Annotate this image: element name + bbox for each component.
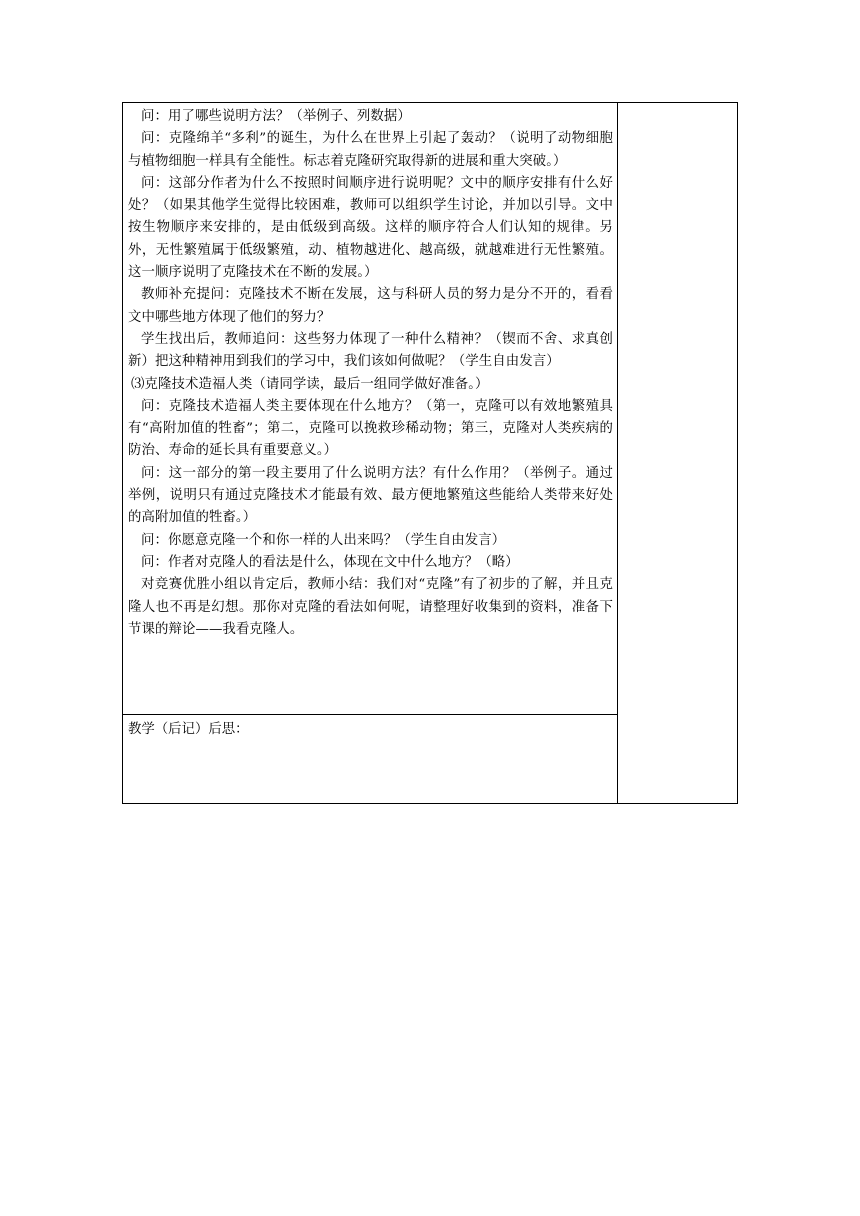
afterword-cell [123, 715, 617, 803]
paragraph: 问：作者对克隆人的看法是什么，体现在文中什么地方？（略） [141, 554, 519, 570]
paragraph: 对竞赛优胜小组以肯定后，教师小结：我们对“克隆”有了初步的了解，并且克隆人也不再是幻想。那你对克隆的看法如何呢，请整理好收集到的资料，准备下节课的辩论——我看克隆人。 [128, 577, 613, 637]
paragraph: 问：克隆绵羊“多利”的诞生，为什么在世界上引起了轰动？（说明了动物细胞与植物细胞一样具有全能性。标志着克隆研究取得新的进展和重大突破。） [128, 131, 613, 169]
paragraph: 教师补充提问：克隆技术不断在发展，这与科研人员的努力是分不开的，看看文中哪些地方体现了他们的努力？ [128, 287, 613, 325]
notes-column [618, 103, 737, 803]
lesson-plan-table [122, 102, 738, 804]
lesson-content-cell [123, 103, 617, 715]
paragraph: 问：你愿意克隆一个和你一样的人出来吗？（学生自由发言） [141, 532, 506, 548]
paragraph: 问：用了哪些说明方法？（举例子、列数据） [141, 109, 411, 124]
main-column [123, 103, 618, 803]
paragraph: ⑶克隆技术造福人类（请同学读，最后一组同学做好准备。） [131, 376, 489, 392]
paragraph: 问：克隆技术造福人类主要体现在什么地方？（第一，克隆可以有效地繁殖具有“高附加值的牲畜”；第二，克隆可以挽救珍稀动物；第三，克隆对人类疾病的防治、寿命的延长具有重要意义。） [128, 398, 613, 459]
paragraph: 学生找出后，教师追问：这些努力体现了一种什么精神？（锲而不舍、求真创新）把这种精神用到我们的学习中，我们该如何做呢？（学生自由发言） [128, 331, 613, 370]
paragraph: 问：这部分作者为什么不按照时间顺序进行说明呢？文中的顺序安排有什么好处？（如果其他学生觉得比较困难，教师可以组织学生讨论，并加以引导。文中按生物顺序来安排的，是由低级到高级。这样的顺序符合人们认知的规律。另外，无性繁殖属于低级繁殖，动、植物越进化、越高级，就越难进行无性繁殖。这一顺序说明了克隆技术在不断的发展。） [128, 175, 613, 281]
paragraph: 问：这一部分的第一段主要用了什么说明方法？有什么作用？（举例子。通过举例，说明只有通过克隆技术才能最有效、最方便地繁殖这些能给人类带来好处的高附加值的牲畜。） [128, 465, 613, 526]
afterword-label: 教学（后记）后思： [128, 722, 249, 737]
